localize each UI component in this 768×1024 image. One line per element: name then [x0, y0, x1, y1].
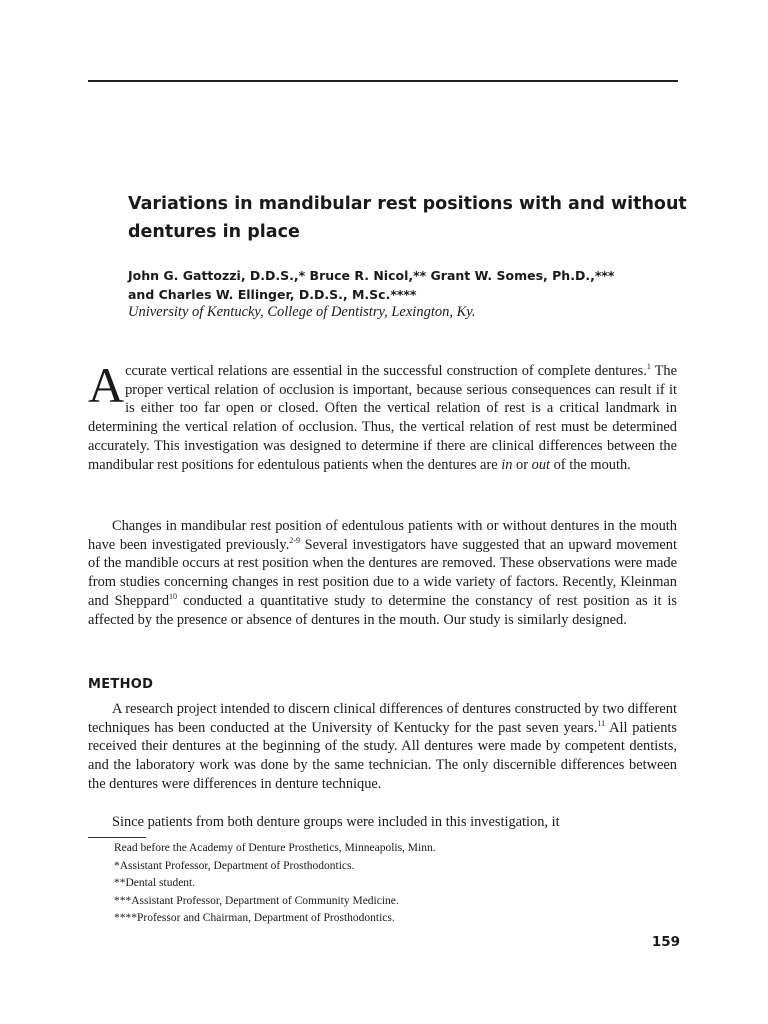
footnote: ****Professor and Chairman, Department of Prosthodontics.	[114, 912, 395, 925]
section-heading-method: METHOD	[88, 677, 154, 692]
italic-term: out	[531, 456, 551, 473]
reference-marker: 11	[597, 718, 606, 728]
drop-cap: A	[88, 357, 125, 413]
text-segment: of the mouth.	[550, 456, 631, 473]
footnote: **Dental student.	[114, 877, 196, 890]
text-segment: Since patients from both denture groups were included in this investigation, it	[112, 814, 560, 830]
paragraph-intro	[88, 357, 677, 474]
text-segment: or	[512, 456, 532, 473]
footnote: Read before the Academy of Denture Prosthetics, Minneapolis, Minn.	[114, 842, 436, 854]
article-title: Variations in mandibular rest positions with and without dentures in place	[128, 194, 687, 242]
text-segment: A research project intended to discern clinical differences of dentures constructed by two different techniques has been conducted at the University of Kentucky for the past seven years.	[88, 701, 677, 736]
reference-marker: 1	[646, 362, 651, 372]
affiliation: University of Kentucky, College of Dentistry, Lexington, Ky.	[128, 304, 476, 320]
footnote: ***Assistant Professor, Department of Community Medicine.	[114, 894, 399, 907]
footnote: *Assistant Professor, Department of Prosthodontics.	[114, 859, 355, 872]
page-number: 159	[651, 934, 680, 950]
text-segment: All patients received their dentures at the beginning of the study. All dentures were made by competent dentists, and the laboratory work was done by the same technician. The only discernible differences between the dentures were differences in denture technique.	[88, 719, 677, 792]
authors-line-2: and Charles W. Ellinger, D.D.S., M.Sc.****	[128, 287, 417, 302]
text-segment: ccurate vertical relations are essential in the successful construction of complete dentures.	[125, 363, 647, 379]
footnote-rule	[88, 837, 146, 838]
paragraph-continued	[88, 813, 677, 832]
reference-marker: 10	[169, 592, 178, 602]
text-segment: Several investigators have suggested that an upward movement of the mandible occurs at rest position when the dentures are removed. These observations were made from studies concerning changes in rest position due to a wide variety of factors. Recently, Kleinman and Sheppard	[88, 536, 677, 609]
paragraph-method	[88, 700, 677, 794]
text-segment: conducted a quantitative study to determine the constancy of rest position as it is affected by the presence or absence of dentures in the mouth. Our study is similarly designed.	[88, 592, 677, 628]
paragraph-background	[88, 517, 677, 629]
author-list	[128, 266, 688, 304]
header-rule	[88, 80, 678, 82]
italic-term: in	[501, 456, 513, 473]
footnotes	[114, 840, 674, 928]
reference-marker: 2-9	[289, 535, 300, 545]
authors-line-1: John G. Gattozzi, D.D.S.,* Bruce R. Nicol,** Grant W. Somes, Ph.D.,***	[128, 268, 615, 283]
text-segment: Changes in mandibular rest position of edentulous patients with or without dentures in the mouth have been investigated previously.	[88, 518, 677, 553]
text-segment: The proper vertical relation of occlusion is important, because serious consequences can result if it is either too far open or closed. Often the vertical relation of rest is a critical landmark in determining the vertical relation of occlusion. Thus, the vertical relation of rest must be determined accurately. This investigation was designed to determine if there are clinical differences between the mandibular rest positions for edentulous patients when the dentures are	[88, 363, 677, 473]
